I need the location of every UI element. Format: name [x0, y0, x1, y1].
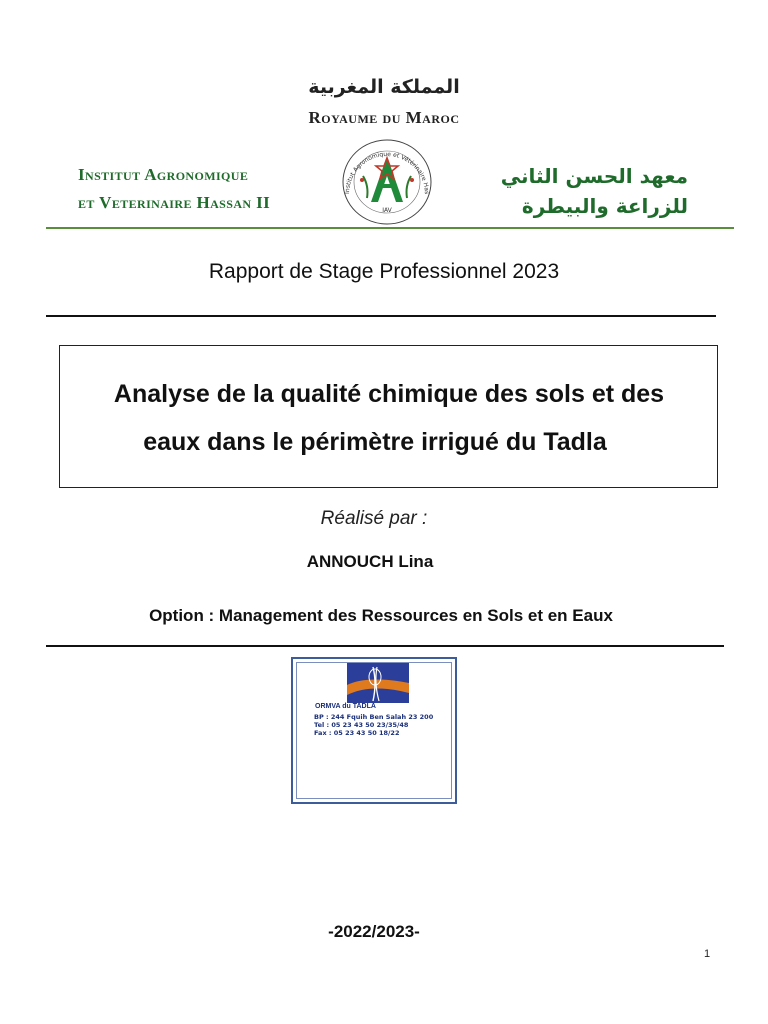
author-name: ANNOUCH Lina: [306, 552, 434, 571]
iav-seal-logo: [331, 132, 443, 228]
svg-text:Institut Agronomique et Vétéri: Institut Agronomique et Vétérinaire Has: [343, 150, 431, 195]
svg-text:IAV: IAV: [382, 207, 392, 214]
realised-by-label: Réalisé par :: [320, 508, 428, 529]
institute-french-line-1: Institut Agronomique: [78, 165, 249, 184]
ormva-name: ORMVA du TADLA: [315, 703, 376, 710]
option-underline: [46, 645, 724, 647]
kingdom-arabic-title: المملكة المغربية: [308, 76, 460, 98]
institute-arabic-line-2: للزراعة والبيطرة: [521, 194, 688, 218]
report-title: Rapport de Stage Professionnel 2023: [208, 260, 560, 283]
academic-years: -2022/2023-: [328, 922, 420, 941]
ormva-phone: Tel : 05 23 43 50 23/35/48: [314, 721, 409, 729]
ormva-logo-icon: [347, 663, 409, 703]
header-divider: [46, 227, 734, 229]
kingdom-french-title: Royaume du Maroc: [308, 108, 460, 127]
ormva-address: BP : 244 Fquih Ben Salah 23 200: [314, 713, 434, 721]
subject-box: [59, 345, 718, 488]
title-underline: [46, 315, 716, 317]
institute-french-line-2: et Veterinaire Hassan II: [78, 193, 271, 212]
page-number: 1: [704, 948, 711, 960]
option-line: Option : Management des Ressources en Sols et en Eaux: [149, 606, 613, 625]
institute-arabic-line-1: معهد الحسن الثاني: [500, 164, 688, 188]
subject-line-1: Analyse de la qualité chimique des sols et des: [113, 380, 665, 408]
subject-line-2: eaux dans le périmètre irrigué du Tadla: [143, 428, 607, 456]
ormva-fax: Fax : 05 23 43 50 18/22: [314, 729, 400, 737]
